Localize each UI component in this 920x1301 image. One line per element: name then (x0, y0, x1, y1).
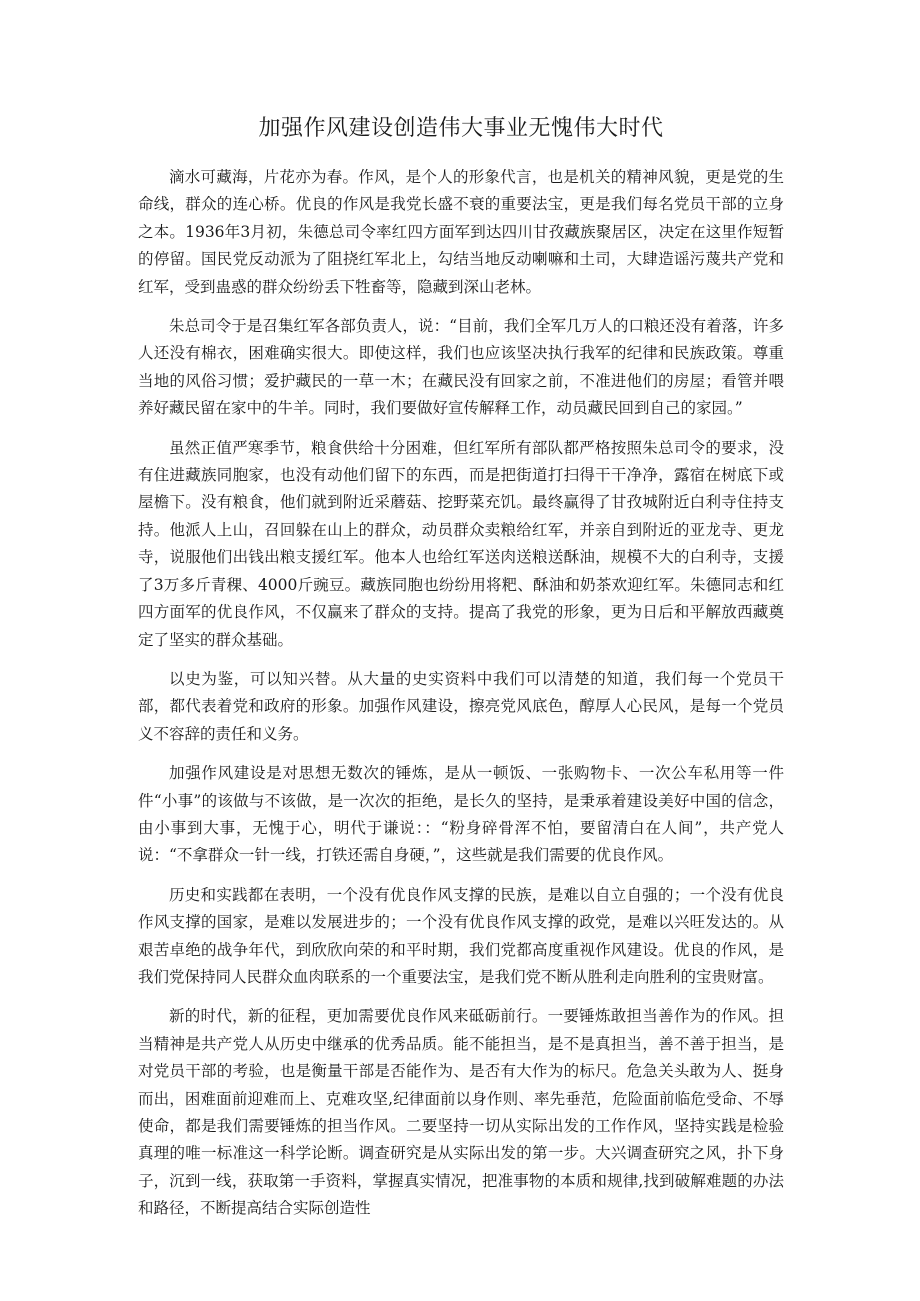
document-title: 加强作风建设创造伟大事业无愧伟大时代 (258, 116, 664, 141)
paragraph-3: 虽然正值严寒季节，粮食供给十分困难，但红军所有部队都严格按照朱总司令的要求，没有住进藏族同胞家，也没有动他们留下的东西，而是把街道打扫得干干净净，露宿在树底下或屋檐下。没有粮食，他们就到附近采蘑菇、挖野菜充饥。最终赢得了甘孜城附近白利寺住持支持。他派人上山，召回躲在山上的群众，动员群众卖粮给红军，并亲自到附近的亚龙寺、更龙寺，说服他们出钱出粮支援红军。他本人也给红军送肉送粮送酥油，规模不大的白利寺，支援了3万多斤青稞、4000斤豌豆。藏族同胞也纷纷用将粑、酥油和奶茶欢迎红军。朱德同志和红四方面军的优良作风，不仅赢来了群众的支持。提高了我党的形象，更为日后和平解放西藏奠定了坚实的群众基础。 (138, 438, 784, 649)
paragraph-5: 加强作风建设是对思想无数次的锤炼，是从一顿饭、一张购物卡、一次公车私用等一件件“小事”的该做与不该做，是一次次的拒绝，是长久的坚持，是秉承着建设美好中国的信念，由小事到大事，无愧于心，明代于谦说：：“粉身碎骨浑不怕，要留清白在人间”，共产党人说：“不拿群众一针一线，打铁还需自身硬，”，这些就是我们需要的优良作风。 (138, 764, 784, 865)
paragraph-2: 朱总司令于是召集红军各部负责人，说：“目前，我们全军几万人的口粮还没有着落，许多人还没有棉衣，困难确实很大。即使这样，我们也应该坚决执行我军的纪律和民族政策。尊重当地的风俗习惯；爱护藏民的一草一木；在藏民没有回家之前，不准进他们的房屋；看管并喂养好藏民留在家中的牛羊。同时，我们要做好宣传解释工作，动员藏民回到自己的家园。” (138, 317, 784, 418)
document-page (138, 112, 784, 1235)
paragraph-1: 滴水可藏海，片花亦为春。作风，是个人的形象代言，也是机关的精神风貌，更是党的生命线，群众的连心桥。优良的作风是我党长盛不衰的重要法宝，更是我们每名党员干部的立身之本。1936年3月初，朱德总司令率红四方面军到达四川甘孜藏族聚居区，决定在这里作短暂的停留。国民党反动派为了阻挠红军北上，勾结当地反动喇嘛和土司，大肆造谣污蔑共产党和红军，受到蛊惑的群众纷纷丢下牲畜等，隐藏到深山老林。 (138, 168, 784, 296)
paragraph-6: 历史和实践都在表明，一个没有优良作风支撑的民族，是难以自立自强的；一个没有优良作风支撑的国家，是难以发展进步的；一个没有优良作风支撑的政党，是难以兴旺发达的。从艰苦卓绝的战争年代，到欣欣向荣的和平时期，我们党都高度重视作风建设。优良的作风，是我们党保持同人民群众血肉联系的一个重要法宝，是我们党不断从胜利走向胜利的宝贵财富。 (138, 885, 784, 986)
paragraph-4: 以史为鉴，可以知兴替。从大量的史实资料中我们可以清楚的知道，我们每一个党员干部，都代表着党和政府的形象。加强作风建设，擦亮党风底色，醇厚人心民风，是每一个党员义不容辞的责任和义务。 (138, 669, 784, 743)
paragraph-7: 新的时代，新的征程，更加需要优良作风来砥砺前行。一要锤炼敢担当善作为的作风。担当精神是共产党人从历史中继承的优秀品质。能不能担当，是不是真担当，善不善于担当，是对党员干部的考验，也是衡量干部是否能作为、是否有大作为的标尺。危急关头敢为人、挺身而出，困难面前迎难而上、克难攻坚,纪律面前以身作则、率先垂范，危险面前临危受命、不辱使命，都是我们需要锤炼的担当作风。二要坚持一切从实际出发的工作作风，坚持实践是检验真理的唯一标准这一科学论断。调查研究是从实际出发的第一步。大兴调查研究之风，扑下身子，沉到一线，获取第一手资料，掌握真实情况，把准事物的本质和规律,找到破解难题的办法和路径，不断提高结合实际创造性 (138, 1007, 784, 1218)
